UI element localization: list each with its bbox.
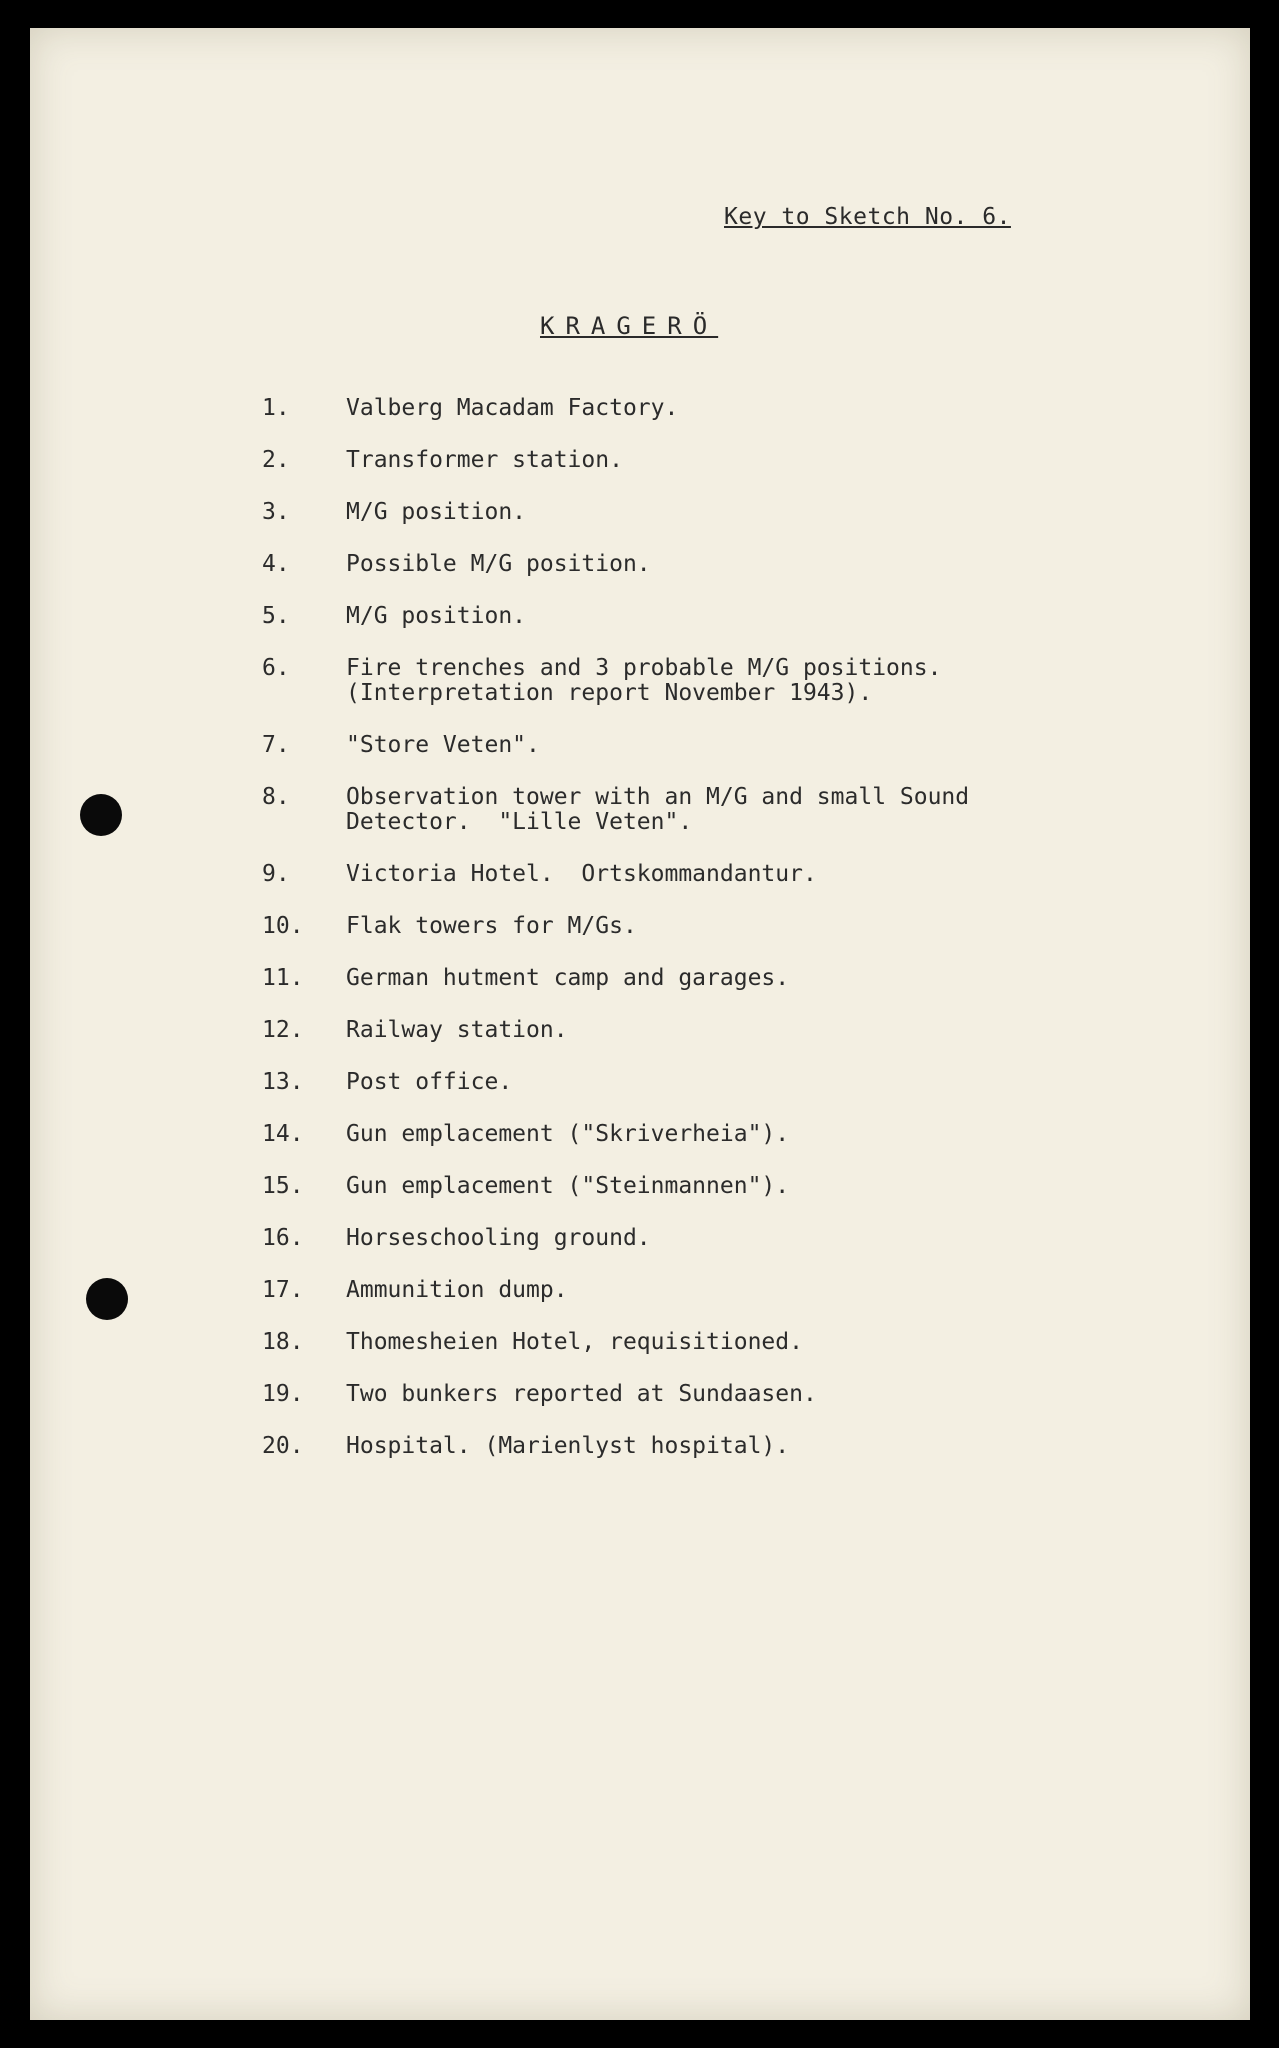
item-text: Gun emplacement ("Steinmannen"). (346, 1173, 790, 1199)
item-number: 19. (262, 1381, 304, 1407)
list-item (262, 1122, 1162, 1147)
item-text: German hutment camp and garages. (346, 965, 790, 991)
punch-hole (80, 794, 122, 836)
item-text: Post office. (346, 1069, 513, 1095)
list-item (262, 785, 1162, 835)
list-item (262, 914, 1162, 939)
list-item (262, 966, 1162, 991)
key-list (262, 396, 1162, 1486)
item-text: Fire trenches and 3 probable M/G positions. (Interpretation report November 1943). (346, 655, 942, 706)
list-item (262, 604, 1162, 629)
item-number: 11. (262, 965, 304, 991)
item-number: 17. (262, 1277, 304, 1303)
list-item (262, 1226, 1162, 1251)
list-item (262, 1070, 1162, 1095)
item-text: Possible M/G position. (346, 551, 651, 577)
item-number: 4. (262, 551, 290, 577)
list-item (262, 448, 1162, 473)
list-item (262, 1278, 1162, 1303)
punch-hole (86, 1278, 128, 1320)
item-number: 10. (262, 913, 304, 939)
place-title: KRAGERÖ (540, 312, 719, 340)
item-number: 6. (262, 655, 290, 681)
list-item (262, 1174, 1162, 1199)
list-item (262, 656, 1162, 706)
item-number: 20. (262, 1433, 304, 1459)
item-text: M/G position. (346, 603, 527, 629)
item-text: Valberg Macadam Factory. (346, 395, 679, 421)
list-item (262, 552, 1162, 577)
list-item (262, 1382, 1162, 1407)
item-number: 14. (262, 1121, 304, 1147)
item-number: 8. (262, 784, 290, 810)
item-text: Victoria Hotel. Ortskommandantur. (346, 861, 817, 887)
list-item (262, 1434, 1162, 1459)
item-number: 2. (262, 447, 290, 473)
item-number: 5. (262, 603, 290, 629)
item-number: 3. (262, 499, 290, 525)
item-number: 13. (262, 1069, 304, 1095)
item-text: Horseschooling ground. (346, 1225, 651, 1251)
item-text: Flak towers for M/Gs. (346, 913, 637, 939)
item-text: M/G position. (346, 499, 527, 525)
item-text: Transformer station. (346, 447, 623, 473)
item-text: Observation tower with an M/G and small Sound Detector. "Lille Veten". (346, 784, 970, 835)
item-number: 18. (262, 1329, 304, 1355)
item-number: 9. (262, 861, 290, 887)
list-item (262, 396, 1162, 421)
item-number: 1. (262, 395, 290, 421)
item-text: Gun emplacement ("Skriverheia"). (346, 1121, 790, 1147)
item-number: 16. (262, 1225, 304, 1251)
item-text: "Store Veten". (346, 732, 540, 758)
item-number: 12. (262, 1017, 304, 1043)
item-text: Ammunition dump. (346, 1277, 568, 1303)
item-text: Two bunkers reported at Sundaasen. (346, 1381, 817, 1407)
key-title: Key to Sketch No. 6. (724, 204, 1011, 230)
item-text: Thomesheien Hotel, requisitioned. (346, 1329, 803, 1355)
item-text: Railway station. (346, 1017, 568, 1043)
item-number: 7. (262, 732, 290, 758)
list-item (262, 1018, 1162, 1043)
item-text: Hospital. (Marienlyst hospital). (346, 1433, 790, 1459)
list-item (262, 733, 1162, 758)
item-number: 15. (262, 1173, 304, 1199)
list-item (262, 1330, 1162, 1355)
list-item (262, 862, 1162, 887)
list-item (262, 500, 1162, 525)
